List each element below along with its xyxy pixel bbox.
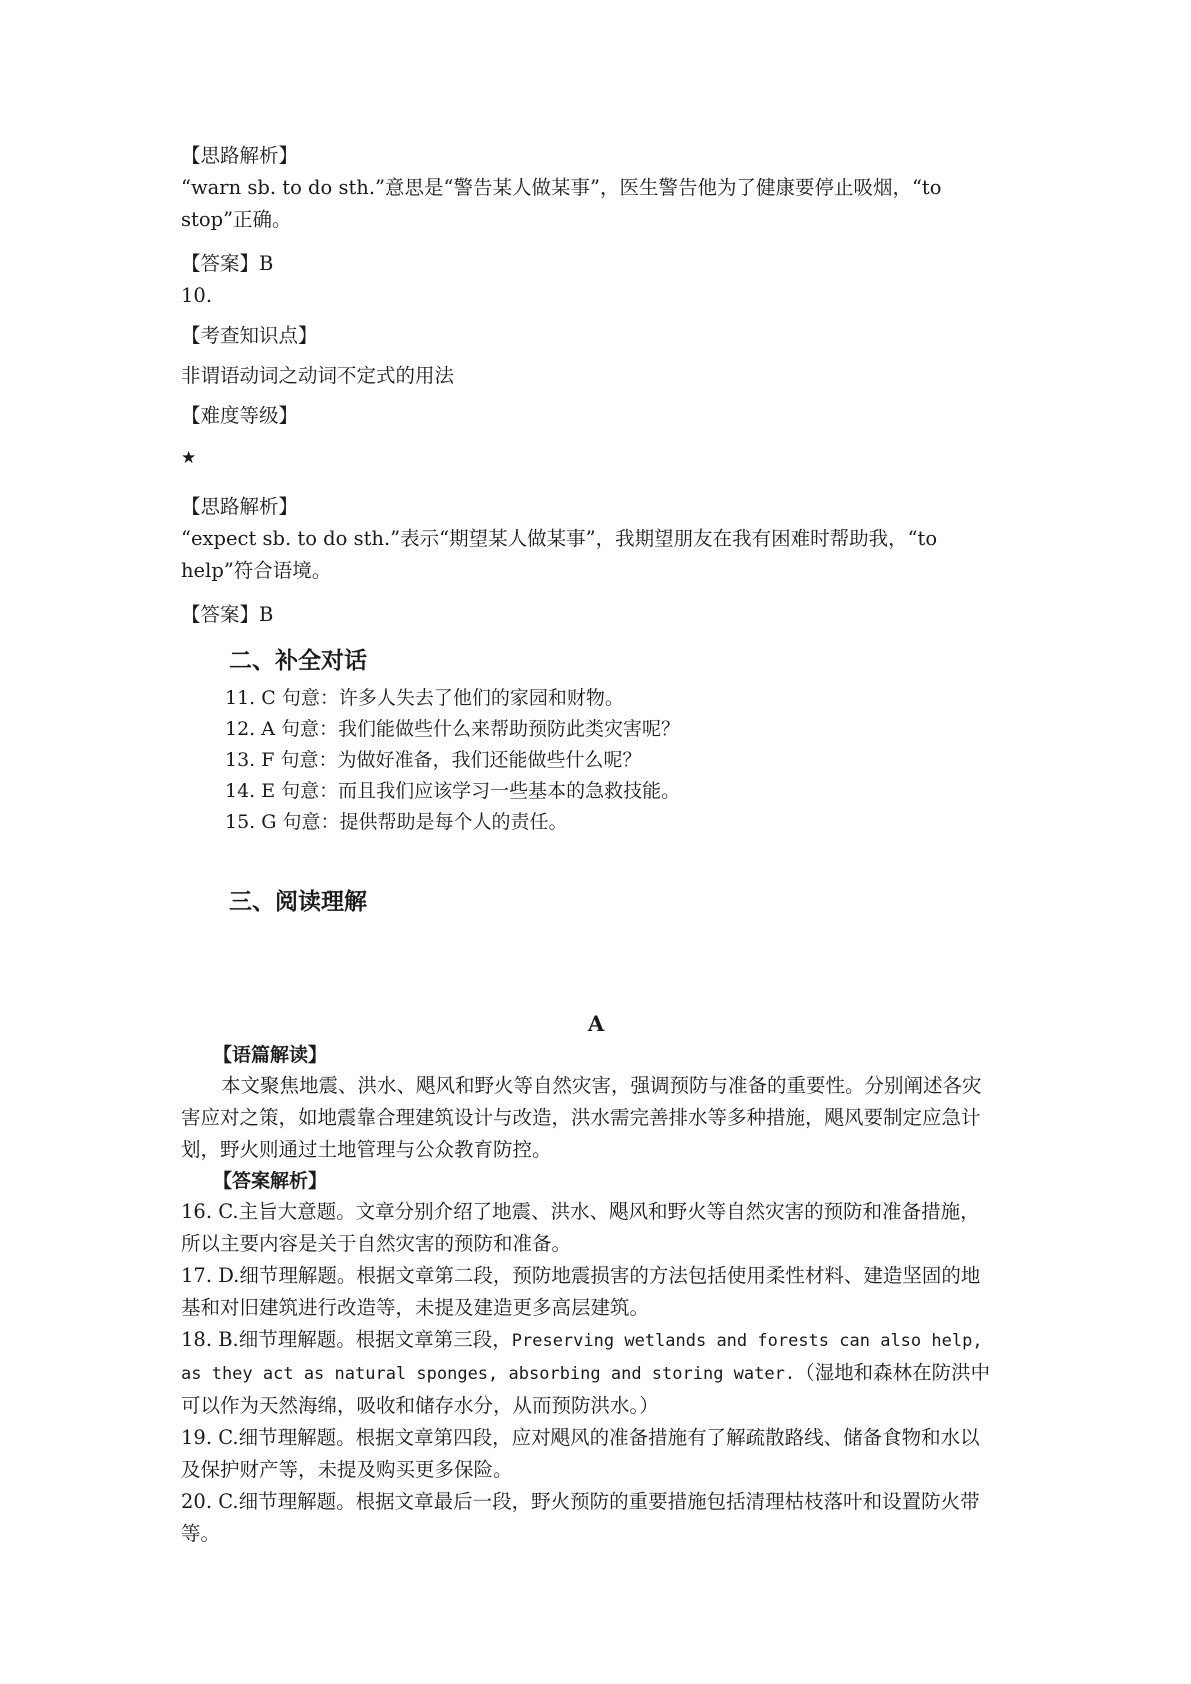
q10-answer: 【答案】B: [181, 603, 274, 626]
answer-20: 20. C.细节理解题。根据文章最后一段，野火预防的重要措施包括清理枯枝落叶和设置防火带等。: [181, 1490, 980, 1545]
list-item: 12. A 句意：我们能做些什么来帮助预防此类灾害呢？: [225, 718, 681, 740]
answer-18: [181, 1324, 991, 1422]
section-2-title: 二、补全对话: [229, 648, 367, 674]
q10-knowledge-title: 【考查知识点】: [181, 324, 318, 347]
answer-18-suffix: （湿地和森林在防洪中可以作为天然海绵，吸收和储存水分，从而预防洪水。）: [181, 1361, 991, 1417]
list-item: 11. C 句意：许多人失去了他们的家园和财物。: [225, 687, 624, 709]
q10-number: 10.: [181, 284, 213, 307]
list-item: 14. E 句意：而且我们应该学习一些基本的急救技能。: [225, 780, 681, 802]
reading-title: 【语篇解读】: [213, 1044, 328, 1066]
q9-analysis-text: “warn sb. to do sth.”意思是“警告某人做某事”，医生警告他为了健康要停止吸烟，“to stop”正确。: [181, 176, 942, 231]
reading-text: 本文聚焦地震、洪水、飓风和野火等自然灾害，强调预防与准备的重要性。分别阐述各灾害应对之策，如地震靠合理建筑设计与改造，洪水需完善排水等多种措施，飓风要制定应急计划，野火则通过土地管理与公众教育防控。: [181, 1074, 982, 1161]
answer-16: 16. C.主旨大意题。文章分别介绍了地震、洪水、飓风和野火等自然灾害的预防和准备措施，所以主要内容是关于自然灾害的预防和准备。: [181, 1200, 980, 1255]
list-item: 13. F 句意：为做好准备，我们还能做些什么呢？: [225, 749, 642, 771]
dialog-answers-list: [181, 683, 991, 838]
section-3-title: 三、阅读理解: [229, 889, 367, 915]
q10-analysis-title: 【思路解析】: [181, 495, 299, 518]
q9-answer: 【答案】B: [181, 252, 274, 275]
q10-difficulty-title: 【难度等级】: [181, 404, 299, 427]
passage-label: A: [587, 1011, 605, 1036]
answer-17: 17. D.细节理解题。根据文章第二段，预防地震损害的方法包括使用柔性材料、建造坚固的地基和对旧建筑进行改造等，未提及建造更多高层建筑。: [181, 1264, 981, 1319]
q9-analysis-title: 【思路解析】: [181, 144, 299, 167]
q10-analysis-text: “expect sb. to do sth.”表示“期望某人做某事”，我期望朋友在我有困难时帮助我，“to help”符合语境。: [181, 527, 938, 582]
difficulty-star-icon: ★: [181, 448, 197, 468]
list-item: 15. G 句意：提供帮助是每个人的责任。: [225, 811, 568, 833]
answer-19: 19. C.细节理解题。根据文章第四段，应对飓风的准备措施有了解疏散路线、储备食物和水以及保护财产等，未提及购买更多保险。: [181, 1426, 980, 1481]
answer-18-prefix: 18. B.细节理解题。根据文章第三段，: [181, 1328, 512, 1351]
answer-18-quote: Preserving wetlands and forests can also help, as they act as natural sponges, absorbing and storing water.: [181, 1331, 983, 1384]
answers-title: 【答案解析】: [213, 1170, 328, 1192]
q10-knowledge-text: 非谓语动词之动词不定式的用法: [181, 364, 455, 387]
